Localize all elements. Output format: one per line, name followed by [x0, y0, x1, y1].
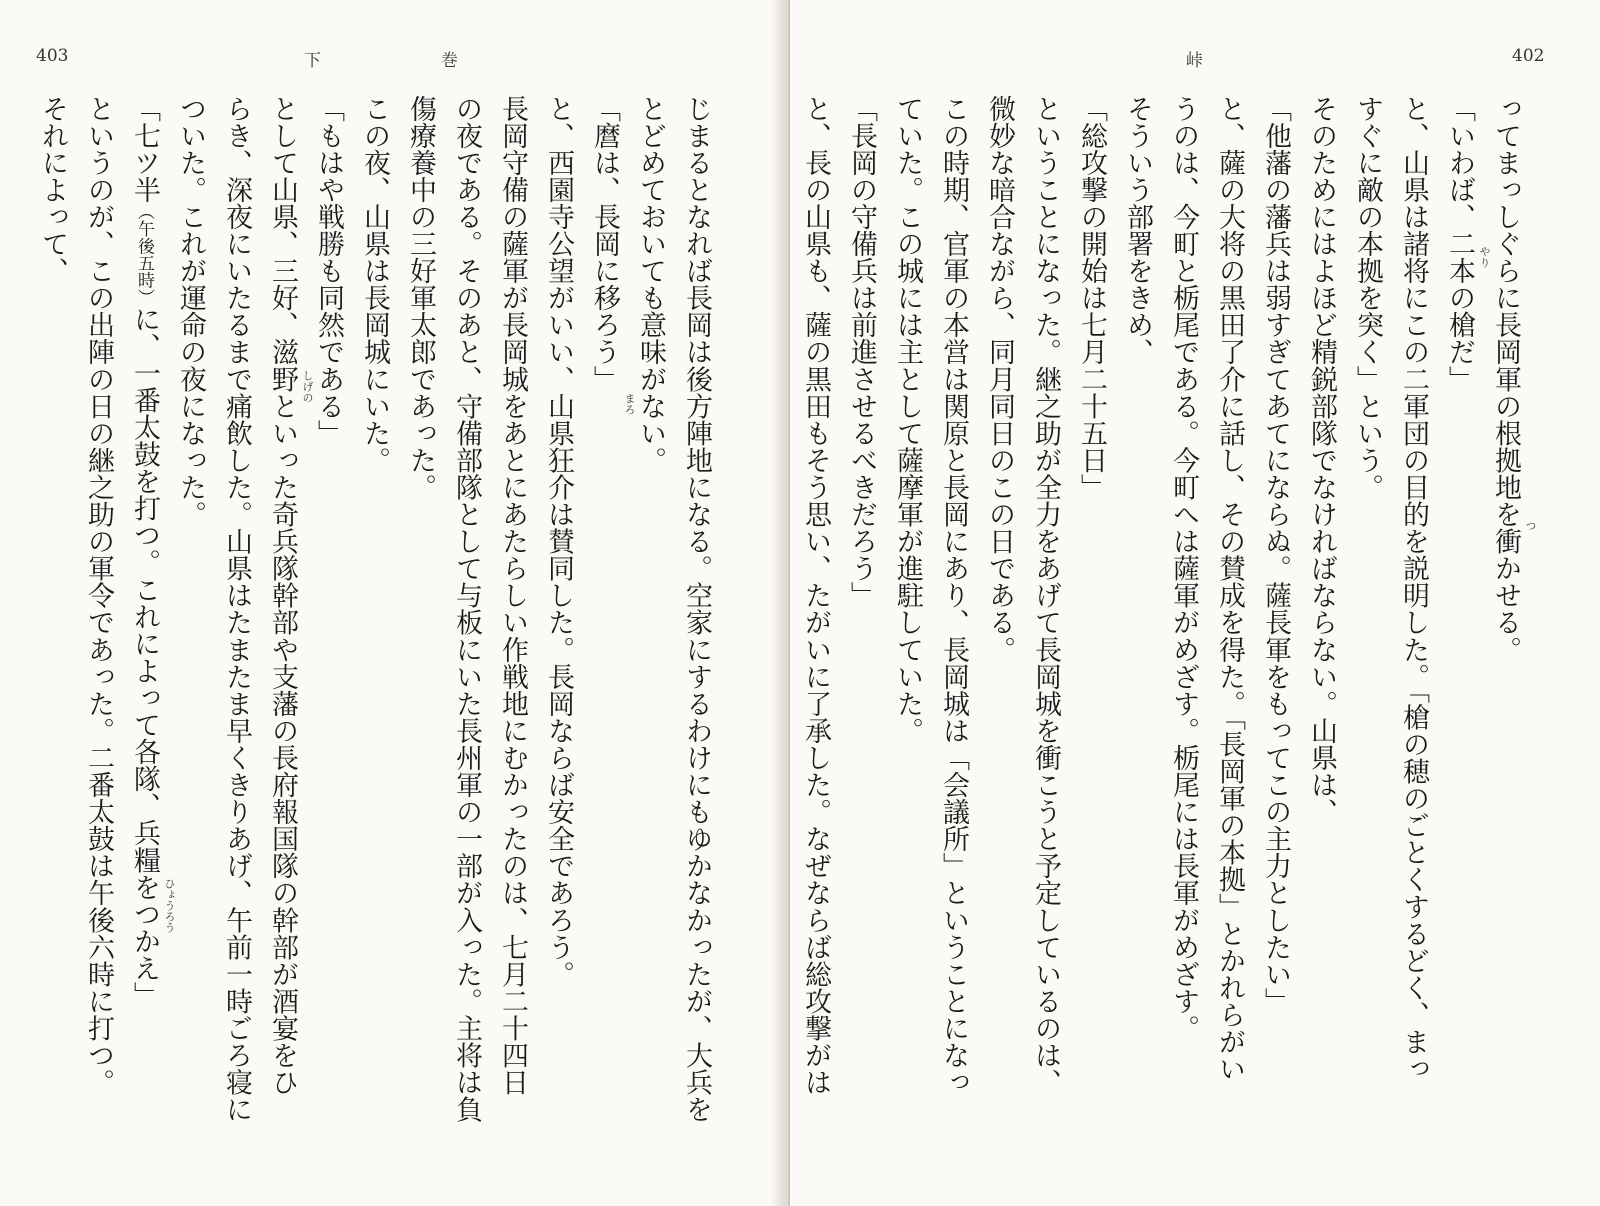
right-text-column: 「長岡の守備兵は前進させるべきだろう」 — [846, 95, 877, 609]
left-text-column: とどめておいても意味がない。 — [635, 95, 666, 474]
left-text-column: というのが、この出陣の日の継之助の軍令であった。二番太鼓は午後六時に打つ。 — [83, 95, 114, 1096]
left-text-segment: 「七ツ半 — [129, 95, 160, 204]
ruby-annotation: しげの — [301, 370, 314, 403]
left-text-column: の夜である。そのあと、守備部隊として与板にいた長州軍の一部が入った。主将は負 — [451, 95, 482, 1123]
left-text-column: 「もはや戦勝も同然である」 — [313, 95, 344, 447]
left-text-column: この夜、山県は長岡城にいた。 — [359, 95, 390, 474]
left-text-column-with-note — [127, 95, 161, 1009]
right-page-number: 402 — [1512, 46, 1545, 66]
right-text-column: ってまっしぐらに長岡軍の根拠地を衝かせる。 — [1490, 95, 1521, 664]
left-text-segment: に、一番太鼓を打つ。これによって各隊、兵糧をつかえ」 — [129, 305, 160, 1009]
ruby-annotation: まろ — [623, 393, 636, 415]
ruby-annotation: ひょうろう — [163, 878, 176, 933]
right-text-column: 「いわば、二本の槍だ」 — [1444, 95, 1475, 393]
left-text-column: として山県、三好、滋野といった奇兵隊幹部や支藩の長府報国隊の幹部が酒宴をひ — [267, 95, 298, 1096]
right-text-column: すぐに敵の本拠を突く」という。 — [1352, 95, 1383, 501]
right-text-column: うのは、今町と栃尾である。今町へは薩軍がめざす。栃尾には長軍がめざす。 — [1168, 95, 1199, 1042]
right-text-column: ていた。この城には主として薩摩軍が進駐していた。 — [892, 95, 923, 745]
left-text-column: 傷療養中の三好軍太郎であった。 — [405, 95, 436, 501]
right-text-column: と、山県は諸将にこの二軍団の目的を説明した。「槍の穂のごとくするどく、まっ — [1398, 95, 1429, 1083]
left-text-column: ついた。これが運命の夜になった。 — [175, 95, 206, 528]
left-text-column: じまるとなれば長岡は後方陣地になる。空家にするわけにもゆかなかったが、大兵を — [681, 95, 712, 1123]
right-running-head: 峠 — [1186, 51, 1203, 71]
left-text-column: と、西園寺公望がいい、山県狂介は賛同した。長岡ならば安全であろう。 — [543, 95, 574, 988]
right-text-column: と、長の山県も、薩の黒田もそう思い、たがいに了承した。なぜならば総攻撃がは — [800, 95, 831, 1096]
left-running-head-2: 巻 — [441, 51, 458, 71]
left-text-column: 「麿は、長岡に移ろう」 — [589, 95, 620, 393]
right-text-column: と、薩の大将の黒田了介に話し、その賛成を得た。「長岡軍の本拠」とかれらがい — [1214, 95, 1245, 1083]
right-text-column: 「総攻撃の開始は七月二十五日」 — [1076, 95, 1107, 501]
left-running-head-1: 下 — [304, 51, 321, 71]
right-text-column: 「他藩の藩兵は弱すぎてあてにならぬ。薩長軍をもってこの主力としたい」 — [1260, 95, 1291, 1015]
left-page-number: 403 — [36, 46, 69, 66]
time-note: （午後五時） — [134, 203, 154, 306]
left-page — [0, 0, 790, 1206]
right-text-column: 微妙な暗合ながら、同月同日のこの日である。 — [984, 95, 1015, 664]
right-text-column: そういう部署をきめ、 — [1122, 95, 1153, 366]
right-page — [790, 0, 1600, 1206]
ruby-annotation: やり — [1478, 246, 1491, 268]
right-text-column: そのためにはよほど精鋭部隊でなければならない。山県は、 — [1306, 95, 1337, 826]
left-text-column: それによって、 — [37, 95, 68, 285]
left-text-column: らき、深夜にいたるまで痛飲した。山県はたまたま早くきりあげ、午前一時ごろ寝に — [221, 95, 252, 1123]
right-text-column: ということになった。継之助が全力をあげて長岡城を衝こうと予定しているのは、 — [1030, 95, 1061, 1096]
right-text-column: この時期、官軍の本営は関原と長岡にあり、長岡城は「会議所」ということになっ — [938, 95, 969, 1096]
left-text-column: 長岡守備の薩軍が長岡城をあとにあたらしい作戦地にむかったのは、七月二十四日 — [497, 95, 528, 1096]
ruby-annotation: つ — [1524, 520, 1537, 531]
